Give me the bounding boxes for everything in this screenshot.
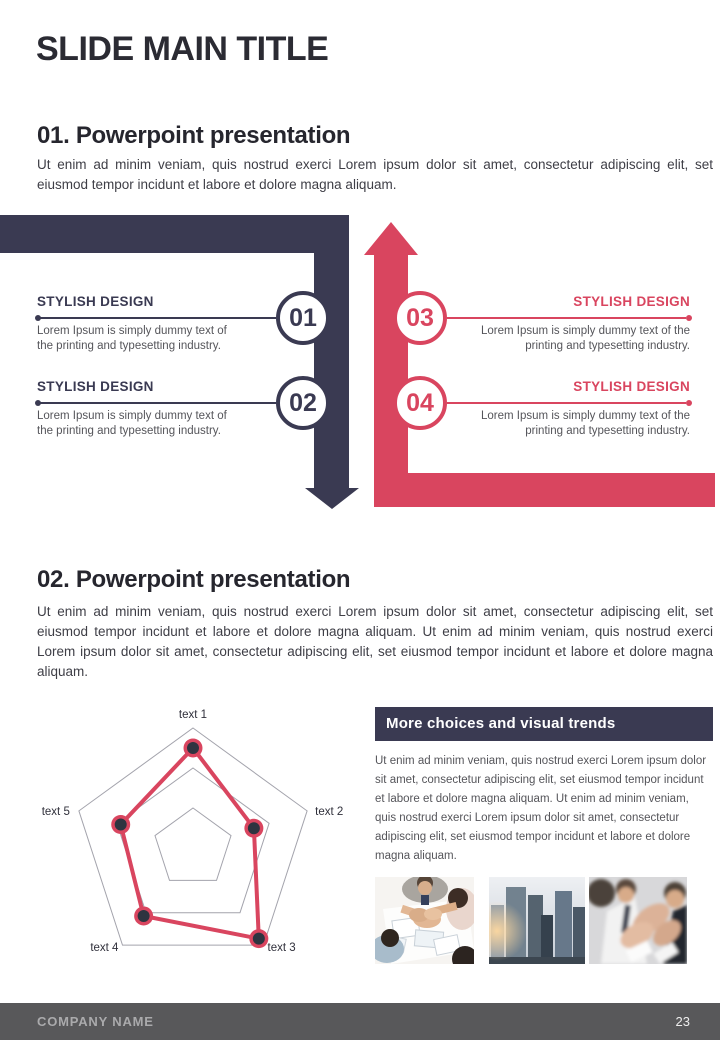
panel-header: More choices and visual trends bbox=[375, 707, 713, 741]
photo-business-team-meeting bbox=[375, 877, 474, 964]
radar-axis-label: text 1 bbox=[178, 709, 208, 721]
infographic-item-body: Lorem Ipsum is simply dummy text of the printing and typesetting industry. bbox=[481, 325, 690, 352]
footer-company-name: COMPANY NAME bbox=[37, 1014, 154, 1029]
connector-dot bbox=[686, 400, 692, 406]
navy-down-arrowhead bbox=[305, 488, 359, 509]
section2-body: Ut enim ad minim veniam, quis nostrud exerci Lorem ipsum dolor sit amet, consectetur adipiscing elit, set eiusmod tempor incidunt et labore et dolore magna aliquam. Ut enim ad minim veniam, quis nostrud exerci Lorem ipsum dolor sit amet, consectetur adipiscing elit, set eiusmod tempor incidunt et labore et dolore magna aliquam. bbox=[37, 604, 713, 679]
connector-dot bbox=[35, 315, 41, 321]
navy-arrow-vertical-bar bbox=[314, 215, 349, 488]
section1-heading: 01. Powerpoint presentation bbox=[37, 122, 351, 149]
number-badge-02: 02 bbox=[276, 376, 330, 430]
infographic-item-body: Lorem Ipsum is simply dummy text of the printing and typesetting industry. bbox=[37, 410, 227, 437]
page-title: SLIDE MAIN TITLE bbox=[36, 30, 329, 68]
number-badge-03: 03 bbox=[393, 291, 447, 345]
infographic-item-title: STYLISH DESIGN bbox=[37, 294, 154, 309]
infographic-item-title: STYLISH DESIGN bbox=[573, 379, 690, 394]
infographic-item-title: STYLISH DESIGN bbox=[37, 379, 154, 394]
connector-line bbox=[38, 402, 276, 404]
number-badge-01: 01 bbox=[276, 291, 330, 345]
connector-dot bbox=[686, 315, 692, 321]
navy-arrow-horizontal-bar bbox=[0, 215, 349, 253]
section2-heading: 02. Powerpoint presentation bbox=[37, 566, 351, 593]
footer-page-number: 23 bbox=[675, 1014, 690, 1029]
photo-audience-applause bbox=[589, 877, 687, 964]
radar-chart bbox=[35, 703, 355, 965]
radar-axis-label: text 5 bbox=[41, 805, 70, 818]
panel-body-text: Ut enim ad minim veniam, quis nostrud exerci Lorem ipsum dolor sit amet, consectetur adipiscing elit, set eiusmod tempor incidunt et labore et dolore magna aliquam. Ut enim ad minim veniam, quis nostrud exerci Lorem ipsum dolor sit amet, consectetur adipiscing elit, set eiusmod tempor incidunt et labore et dolore magna aliquam. bbox=[375, 755, 707, 862]
number-badge-04: 04 bbox=[393, 376, 447, 430]
footer-bar bbox=[0, 1003, 720, 1040]
infographic-item-body: Lorem Ipsum is simply dummy text of the printing and typesetting industry. bbox=[37, 325, 227, 352]
infographic-item-title: STYLISH DESIGN bbox=[573, 294, 690, 309]
infographic-item-body: Lorem Ipsum is simply dummy text of the printing and typesetting industry. bbox=[481, 410, 690, 437]
radar-axis-label: text 3 bbox=[267, 942, 296, 955]
connector-dot bbox=[35, 400, 41, 406]
photo-city-skyline bbox=[489, 877, 585, 964]
red-up-arrowhead bbox=[364, 222, 418, 255]
red-arrow-horizontal-bar bbox=[374, 473, 715, 507]
connector-line bbox=[38, 317, 276, 319]
connector-line bbox=[447, 317, 686, 319]
radar-axis-label: text 2 bbox=[315, 805, 344, 818]
section1-body: Ut enim ad minim veniam, quis nostrud exerci Lorem ipsum dolor sit amet, consectetur adipiscing elit, set eiusmod tempor incidunt et labore et dolore magna aliquam. bbox=[37, 157, 713, 192]
radar-axis-label: text 4 bbox=[90, 942, 119, 955]
connector-line bbox=[447, 402, 686, 404]
